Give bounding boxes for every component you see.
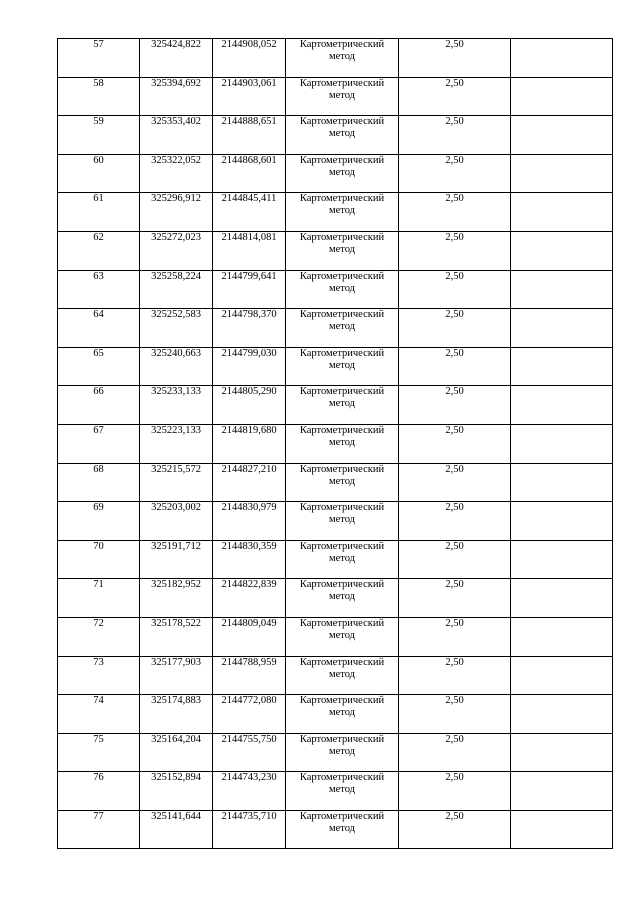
y-coordinate-cell: 2144908,052 — [213, 39, 286, 78]
x-coordinate-cell: 325177,903 — [140, 656, 213, 695]
y-coordinate-cell: 2144845,411 — [213, 193, 286, 232]
x-coordinate-cell: 325141,644 — [140, 810, 213, 849]
y-coordinate-cell: 2144805,290 — [213, 386, 286, 425]
accuracy-cell: 2,50 — [399, 424, 511, 463]
accuracy-cell: 2,50 — [399, 695, 511, 734]
method-cell: Картометрический метод — [286, 347, 399, 386]
note-cell — [511, 424, 613, 463]
x-coordinate-cell: 325258,224 — [140, 270, 213, 309]
note-cell — [511, 617, 613, 656]
accuracy-cell: 2,50 — [399, 540, 511, 579]
method-cell: Картометрический метод — [286, 424, 399, 463]
x-coordinate-cell: 325191,712 — [140, 540, 213, 579]
y-coordinate-cell: 2144822,839 — [213, 579, 286, 618]
y-coordinate-cell: 2144743,230 — [213, 772, 286, 811]
table-row — [58, 309, 613, 348]
point-number-cell: 63 — [58, 270, 140, 309]
x-coordinate-cell: 325203,002 — [140, 502, 213, 541]
accuracy-cell: 2,50 — [399, 116, 511, 155]
method-cell: Картометрический метод — [286, 116, 399, 155]
note-cell — [511, 695, 613, 734]
method-cell: Картометрический метод — [286, 810, 399, 849]
table-row — [58, 695, 613, 734]
method-cell: Картометрический метод — [286, 270, 399, 309]
x-coordinate-cell: 325424,822 — [140, 39, 213, 78]
note-cell — [511, 347, 613, 386]
point-number-cell: 74 — [58, 695, 140, 734]
point-number-cell: 77 — [58, 810, 140, 849]
table-row — [58, 617, 613, 656]
note-cell — [511, 386, 613, 425]
y-coordinate-cell: 2144788,959 — [213, 656, 286, 695]
x-coordinate-cell: 325164,204 — [140, 733, 213, 772]
method-cell: Картометрический метод — [286, 386, 399, 425]
accuracy-cell: 2,50 — [399, 309, 511, 348]
method-cell: Картометрический метод — [286, 695, 399, 734]
table-row — [58, 424, 613, 463]
y-coordinate-cell: 2144798,370 — [213, 309, 286, 348]
table-row — [58, 270, 613, 309]
method-cell: Картометрический метод — [286, 733, 399, 772]
y-coordinate-cell: 2144814,081 — [213, 231, 286, 270]
point-number-cell: 62 — [58, 231, 140, 270]
x-coordinate-cell: 325272,023 — [140, 231, 213, 270]
note-cell — [511, 116, 613, 155]
point-number-cell: 66 — [58, 386, 140, 425]
method-cell: Картометрический метод — [286, 39, 399, 78]
accuracy-cell: 2,50 — [399, 463, 511, 502]
accuracy-cell: 2,50 — [399, 733, 511, 772]
x-coordinate-cell: 325182,952 — [140, 579, 213, 618]
y-coordinate-cell: 2144827,210 — [213, 463, 286, 502]
table-row — [58, 193, 613, 232]
method-cell: Картометрический метод — [286, 656, 399, 695]
point-number-cell: 76 — [58, 772, 140, 811]
table-row — [58, 386, 613, 425]
method-cell: Картометрический метод — [286, 502, 399, 541]
accuracy-cell: 2,50 — [399, 39, 511, 78]
table-row — [58, 810, 613, 849]
x-coordinate-cell: 325252,583 — [140, 309, 213, 348]
accuracy-cell: 2,50 — [399, 772, 511, 811]
coordinates-table — [57, 38, 613, 849]
table-row — [58, 39, 613, 78]
point-number-cell: 75 — [58, 733, 140, 772]
x-coordinate-cell: 325240,663 — [140, 347, 213, 386]
y-coordinate-cell: 2144868,601 — [213, 154, 286, 193]
note-cell — [511, 579, 613, 618]
table-row — [58, 463, 613, 502]
x-coordinate-cell: 325174,883 — [140, 695, 213, 734]
note-cell — [511, 810, 613, 849]
method-cell: Картометрический метод — [286, 309, 399, 348]
note-cell — [511, 154, 613, 193]
method-cell: Картометрический метод — [286, 154, 399, 193]
table-row — [58, 116, 613, 155]
note-cell — [511, 733, 613, 772]
accuracy-cell: 2,50 — [399, 347, 511, 386]
point-number-cell: 69 — [58, 502, 140, 541]
table-row — [58, 347, 613, 386]
table-row — [58, 579, 613, 618]
point-number-cell: 68 — [58, 463, 140, 502]
y-coordinate-cell: 2144735,710 — [213, 810, 286, 849]
x-coordinate-cell: 325353,402 — [140, 116, 213, 155]
accuracy-cell: 2,50 — [399, 810, 511, 849]
x-coordinate-cell: 325152,894 — [140, 772, 213, 811]
point-number-cell: 59 — [58, 116, 140, 155]
point-number-cell: 57 — [58, 39, 140, 78]
note-cell — [511, 502, 613, 541]
x-coordinate-cell: 325178,522 — [140, 617, 213, 656]
note-cell — [511, 39, 613, 78]
accuracy-cell: 2,50 — [399, 502, 511, 541]
x-coordinate-cell: 325215,572 — [140, 463, 213, 502]
point-number-cell: 73 — [58, 656, 140, 695]
x-coordinate-cell: 325233,133 — [140, 386, 213, 425]
note-cell — [511, 540, 613, 579]
method-cell: Картометрический метод — [286, 540, 399, 579]
note-cell — [511, 309, 613, 348]
point-number-cell: 64 — [58, 309, 140, 348]
x-coordinate-cell: 325322,052 — [140, 154, 213, 193]
accuracy-cell: 2,50 — [399, 270, 511, 309]
table-row — [58, 154, 613, 193]
table-row — [58, 656, 613, 695]
note-cell — [511, 463, 613, 502]
x-coordinate-cell: 325394,692 — [140, 77, 213, 116]
y-coordinate-cell: 2144799,030 — [213, 347, 286, 386]
point-number-cell: 61 — [58, 193, 140, 232]
y-coordinate-cell: 2144755,750 — [213, 733, 286, 772]
method-cell: Картометрический метод — [286, 193, 399, 232]
accuracy-cell: 2,50 — [399, 579, 511, 618]
y-coordinate-cell: 2144809,049 — [213, 617, 286, 656]
method-cell: Картометрический метод — [286, 579, 399, 618]
coordinates-table-body — [58, 39, 613, 849]
point-number-cell: 70 — [58, 540, 140, 579]
method-cell: Картометрический метод — [286, 77, 399, 116]
point-number-cell: 71 — [58, 579, 140, 618]
note-cell — [511, 656, 613, 695]
note-cell — [511, 231, 613, 270]
point-number-cell: 58 — [58, 77, 140, 116]
y-coordinate-cell: 2144819,680 — [213, 424, 286, 463]
method-cell: Картометрический метод — [286, 772, 399, 811]
accuracy-cell: 2,50 — [399, 617, 511, 656]
note-cell — [511, 772, 613, 811]
accuracy-cell: 2,50 — [399, 656, 511, 695]
y-coordinate-cell: 2144799,641 — [213, 270, 286, 309]
y-coordinate-cell: 2144830,359 — [213, 540, 286, 579]
point-number-cell: 67 — [58, 424, 140, 463]
accuracy-cell: 2,50 — [399, 386, 511, 425]
accuracy-cell: 2,50 — [399, 154, 511, 193]
method-cell: Картометрический метод — [286, 463, 399, 502]
accuracy-cell: 2,50 — [399, 193, 511, 232]
accuracy-cell: 2,50 — [399, 77, 511, 116]
table-row — [58, 502, 613, 541]
point-number-cell: 72 — [58, 617, 140, 656]
y-coordinate-cell: 2144888,651 — [213, 116, 286, 155]
table-row — [58, 540, 613, 579]
point-number-cell: 65 — [58, 347, 140, 386]
x-coordinate-cell: 325223,133 — [140, 424, 213, 463]
y-coordinate-cell: 2144772,080 — [213, 695, 286, 734]
note-cell — [511, 270, 613, 309]
method-cell: Картометрический метод — [286, 617, 399, 656]
y-coordinate-cell: 2144903,061 — [213, 77, 286, 116]
table-row — [58, 77, 613, 116]
method-cell: Картометрический метод — [286, 231, 399, 270]
table-row — [58, 772, 613, 811]
point-number-cell: 60 — [58, 154, 140, 193]
y-coordinate-cell: 2144830,979 — [213, 502, 286, 541]
note-cell — [511, 193, 613, 232]
note-cell — [511, 77, 613, 116]
accuracy-cell: 2,50 — [399, 231, 511, 270]
x-coordinate-cell: 325296,912 — [140, 193, 213, 232]
table-row — [58, 231, 613, 270]
table-row — [58, 733, 613, 772]
